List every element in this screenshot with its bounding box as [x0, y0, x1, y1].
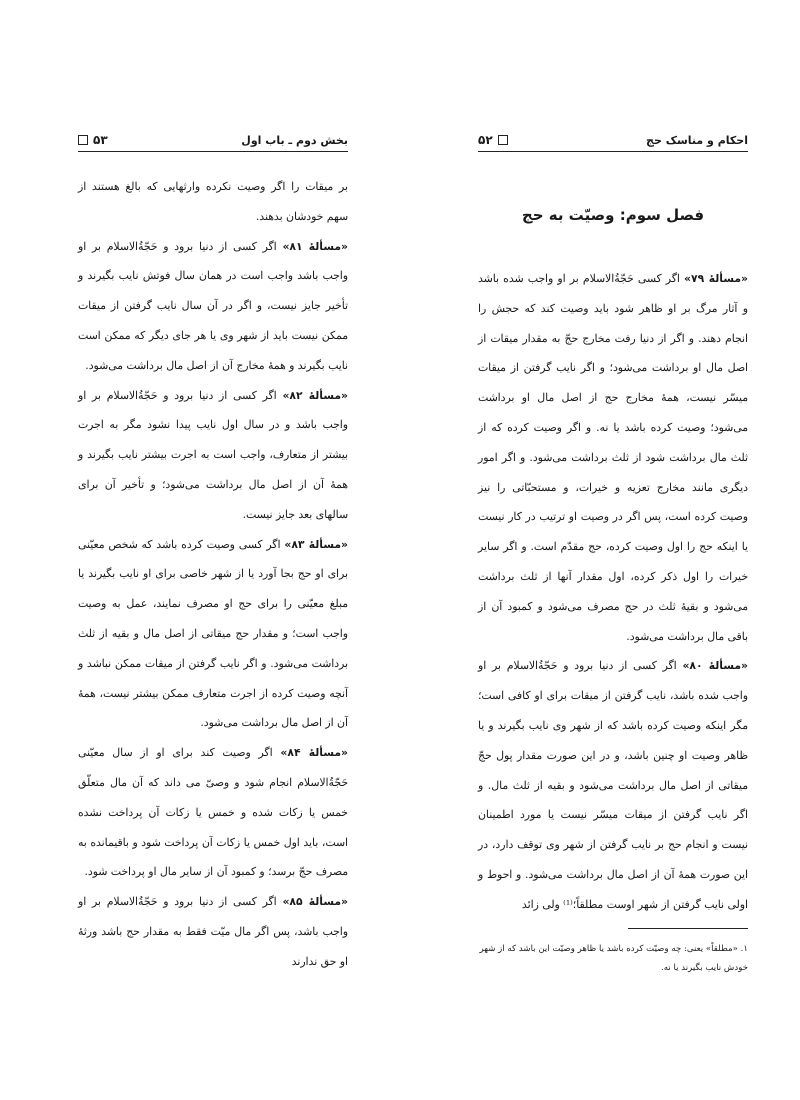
- running-head: بخش دوم ـ باب اول: [241, 134, 348, 147]
- paragraph: «مسألهٔ ۸۰» اگر کسی از دنیا برود و حَجّةُالاسلام بر او واجب شده باشد، نایب گرفتن از میقات برای او کافی است؛ مگر اینکه وصیت کرده باشد که از شهر وی نایب بگیرند و یا ظاهر وصیت او چنین باشد، و در این صورت مقدار پول حجّ میقاتی از اصل مال برداشت می‌شود و بقیه از ثلث مال. و اگر نایب گرفتن از میقات میسّر نیست یا مورد اطمینان نیست و انجام حج بر نایب گرفتن از شهر وی توقف دارد، در این صورت همهٔ آن از اصل مال برداشت می‌شود. و احوط و اولی نایب گرفتن از شهر اوست مطلقاً؛⁽¹⁾ ولی زائد: [478, 659, 748, 911]
- footnote: ۱. «مطلقاً» یعنی: چه وصیّت کرده باشد یا ظاهر وصیّت این باشد که از شهر خودش نایب بگیرند یا نه.: [479, 944, 748, 973]
- paragraph: «مسألهٔ ۸۳» اگر کسی وصیت کرده باشد که شخص معیّنی برای او حج بجا آورد یا از شهر خاصی برای او نایب بگیرند یا مبلغ معیّنی را برای حج او مصرف نمایند، عمل به وصیت واجب است؛ و مقدار حج میقاتی از اصل مال و بقیه از ثلث برداشت می‌شود. و اگر نایب گرفتن از میقات ممکن نباشد و آنچه وصیت کرده از اجرت متعارف ممکن بیشتر نیست، همهٔ آن از اصل مال برداشت می‌شود.: [78, 537, 348, 730]
- paragraph: «مسألهٔ ۷۹» اگر کسی حَجّةُالاسلام بر او واجب شده باشد و آثار مرگ بر او ظاهر شود باید وصیت کند که حجش را انجام دهند. و اگر از دنیا رفت مخارج حجّ به مقدار میقات از اصل مال او برداشت می‌شود؛ و اگر نایب گرفتن از میقات میسّر نیست، همهٔ مخارج حج از اصل مال او برداشت می‌شود؛ وصیت کرده باشد یا نه. و اگر وصیت کرده که از ثلث مال برداشت شود از ثلث برداشت می‌شود. و اگر امور دیگری مانند مخارج تعزیه و خیرات، و مستحبّاتی را نیز وصیت کرده است، پس اگر در وصیت او ترتیب در کار نیست یا اینکه حج را اول وصیت کرده، حج مقدّم است. و اگر سایر خیرات را اول ذکر کرده، اول مقدار آنها از ثلث برداشت می‌شود و بقیهٔ ثلث در حج مصرف می‌شود و کمبود آن از باقی مال برداشت می‌شود.: [478, 272, 749, 643]
- paragraph: بر میقات را اگر وصیت نکرده وارثهایی که بالغ هستند از سهم خودشان بدهند.: [78, 180, 348, 223]
- page-number-text: ۵۳: [93, 133, 108, 147]
- masaleh-label: «مسألهٔ ۸۳»: [284, 537, 348, 551]
- paragraph: «مسألهٔ ۸۱» اگر کسی از دنیا برود و حَجّةُالاسلام بر او واجب باشد واجب است در همان سال فوتش نایب بگیرند و تأخیر جایز نیست، و اگر در آن سال نایب گرفتن از میقات ممکن نیست باید از شهر وی یا هر جای دیگر که ممکن است نایب بگیرند و همهٔ مخارج آن از اصل مال برداشت می‌شود.: [78, 239, 348, 372]
- page-header: [78, 118, 348, 152]
- masaleh-label: «مسألهٔ ۸۴»: [280, 746, 348, 760]
- body-text: [478, 264, 748, 920]
- page-number: [478, 133, 508, 147]
- paragraph: «مسألهٔ ۸۴» اگر وصیت کند برای او از سال معیّنی حَجّةُالاسلام انجام شود و وصیّ می داند که آن مال متعلّق خمس یا زکات شده و خمس یا زکات آن پرداخت نشده است، باید اول خمس یا زکات آن پرداخت شود و باقیمانده به مصرف حجّ برسد؛ و کمبود آن از سایر مال او پرداخت شود.: [78, 746, 348, 879]
- masaleh-label: «مسألهٔ ۸۲»: [282, 388, 348, 402]
- masaleh-label: «مسألهٔ ۷۹»: [684, 272, 749, 285]
- page-number: [78, 133, 108, 147]
- right-page: [420, 0, 790, 1100]
- body-text: [78, 172, 348, 977]
- masaleh-label: «مسألهٔ ۸۱»: [282, 239, 348, 253]
- square-icon: [78, 135, 88, 145]
- page-number-text: ۵۲: [478, 133, 493, 147]
- masaleh-label: «مسألهٔ ۸۰»: [682, 659, 748, 673]
- masaleh-label: «مسألهٔ ۸۵»: [282, 895, 348, 909]
- running-head: احکام و مناسک حج: [646, 134, 748, 147]
- left-page: [20, 0, 390, 1100]
- paragraph: «مسألهٔ ۸۵» اگر کسی از دنیا برود و حَجّةُالاسلام بر او واجب باشد، پس اگر مال میّت فقط به مقدار حج باشد ورثهٔ او حق ندارند: [78, 895, 348, 968]
- footnote-separator: [628, 928, 748, 929]
- square-icon: [498, 135, 508, 145]
- paragraph: «مسألهٔ ۸۲» اگر کسی از دنیا برود و حَجّةُالاسلام بر او واجب باشد و در سال اول نایب پیدا نشود مگر به اجرت بیشتر از متعارف، واجب است به اجرت بیشتر نایب بگیرند و همهٔ آن از اصل مال برداشت می‌شود؛ و تأخیر آن برای سالهای بعد جایز نیست.: [78, 388, 348, 521]
- chapter-title: فصل سوم: وصیّت به حج: [521, 206, 705, 224]
- page-header: [478, 118, 748, 152]
